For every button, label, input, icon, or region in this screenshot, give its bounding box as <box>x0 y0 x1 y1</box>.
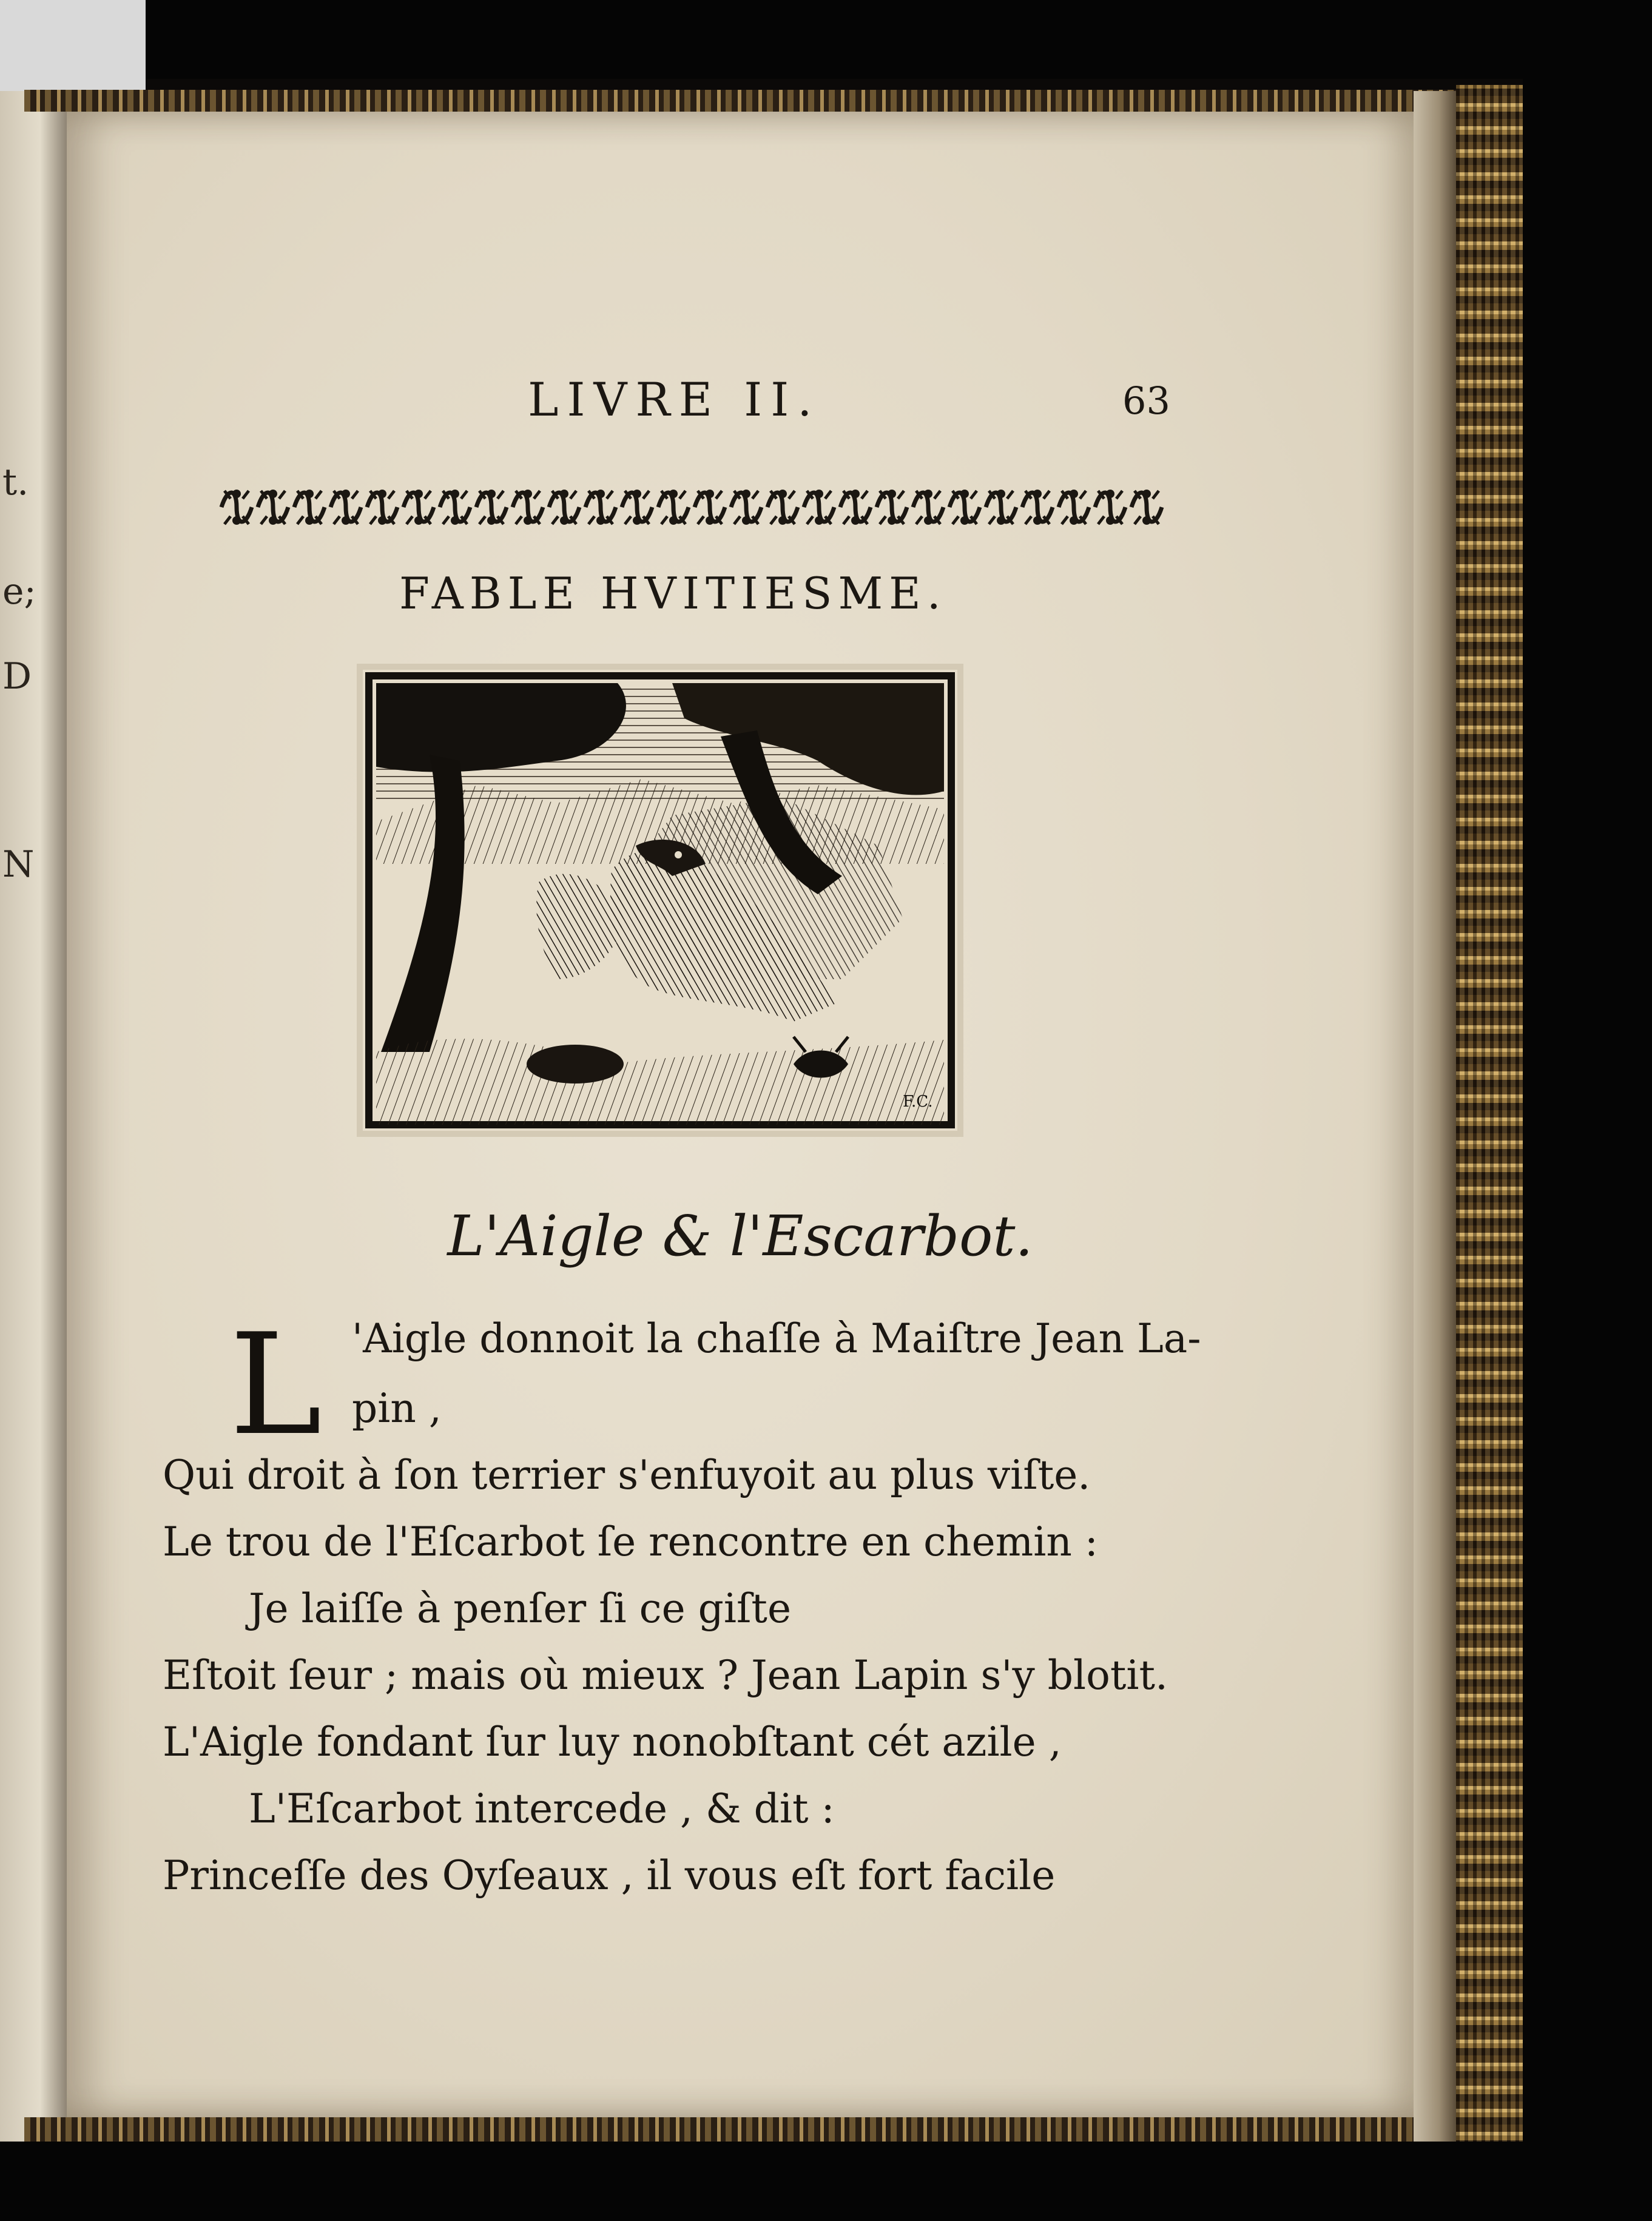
scan-background <box>0 0 146 91</box>
binding-border-top <box>24 90 1517 112</box>
page-fore-edge <box>1414 91 1456 2142</box>
gilt-book-edge <box>1456 85 1523 2148</box>
ornament-band <box>218 482 1165 533</box>
verse-line: 'Aigle donnoit la chaſſe à Maiſtre Jean La- <box>352 1315 1201 1362</box>
book-page <box>67 112 1414 2117</box>
fable-heading: L'Aigle & l'Escarbot. <box>447 1204 1033 1269</box>
verse-line: Qui droit à ſon terrier s'enfuyoit au plus viſte. <box>163 1452 1091 1498</box>
scan-background-top <box>146 0 1652 79</box>
running-head: LIVRE II. <box>528 372 821 426</box>
verse-line: Eſtoit ſeur ; mais où mieux ? Jean Lapin s'y blotit. <box>163 1652 1168 1699</box>
facing-page-fragment: e; <box>2 570 36 613</box>
facing-page-fragment: N <box>2 843 35 886</box>
facing-page-fragment: D <box>2 655 32 698</box>
scan-background-bottom <box>0 2142 1652 2221</box>
page-number: 63 <box>1122 379 1170 423</box>
binding-border-bottom <box>24 2117 1517 2142</box>
verse-line: pin , <box>352 1385 442 1432</box>
drop-capital: L <box>229 1304 322 1466</box>
engraver-signature: F.C. <box>903 1093 933 1111</box>
facing-page-fragment: t. <box>2 461 29 504</box>
fable-title: FABLE HVITIESME. <box>399 568 947 619</box>
verse-line: Princeſſe des Oyſeaux , il vous eſt fort facile <box>163 1852 1056 1899</box>
verse-line: Le trou de l'Eſcarbot ſe rencontre en chemin : <box>163 1518 1099 1565</box>
scan-background-right <box>1523 0 1652 2221</box>
verse-line: L'Eſcarbot intercede , & dit : <box>249 1785 835 1832</box>
verse-line: Je laiſſe à penſer ſi ce giſte <box>249 1585 791 1632</box>
engraving-eagle-beetle-icon <box>357 664 963 1137</box>
verse-line: L'Aigle fondant ſur luy nonobſtant cét azile , <box>163 1719 1062 1765</box>
facing-page-edge <box>0 91 67 2154</box>
